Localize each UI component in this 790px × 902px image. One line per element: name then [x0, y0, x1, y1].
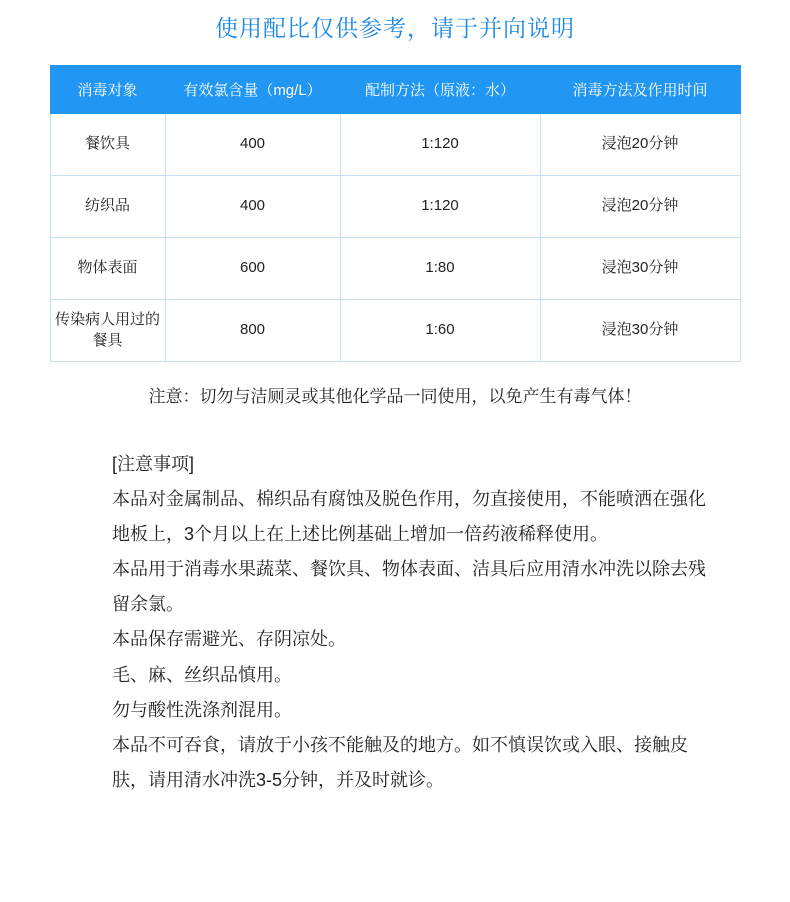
header-cell-ratio: 配制方法（原液：水）: [340, 66, 540, 114]
cell-object: 物体表面: [50, 238, 165, 300]
table-header-row: [50, 66, 740, 114]
cell-chlorine: 400: [165, 176, 340, 238]
cell-object: 传染病人用过的餐具: [50, 300, 165, 362]
cell-chlorine: 600: [165, 238, 340, 300]
header-cell-object: 消毒对象: [50, 66, 165, 114]
cell-chlorine: 400: [165, 114, 340, 176]
cell-method: 浸泡30分钟: [540, 300, 740, 362]
table-row: [50, 114, 740, 176]
cell-method: 浸泡20分钟: [540, 114, 740, 176]
notes-paragraph: 勿与酸性洗涤剂混用。: [112, 699, 292, 720]
notes-paragraph: 毛、麻、丝织品慎用。: [112, 664, 292, 685]
header-cell-chlorine: 有效氯含量（mg/L）: [165, 66, 340, 114]
dilution-ratio-table: [50, 65, 741, 362]
cell-chlorine: 800: [165, 300, 340, 362]
cell-ratio: 1:120: [340, 114, 540, 176]
cell-method: 浸泡20分钟: [540, 176, 740, 238]
cell-method: 浸泡30分钟: [540, 238, 740, 300]
cell-ratio: 1:120: [340, 176, 540, 238]
cell-ratio: 1:80: [340, 238, 540, 300]
warning-text: 注意：切勿与洁厕灵或其他化学品一同使用，以免产生有毒气体！: [148, 387, 642, 406]
page-title: 使用配比仅供参考，请于并向说明: [215, 15, 575, 41]
table-row: [50, 300, 740, 362]
table-row: [50, 238, 740, 300]
cell-ratio: 1:60: [340, 300, 540, 362]
table-row: [50, 176, 740, 238]
notes-heading: [注意事项]: [112, 454, 195, 474]
notes-paragraph: 本品对金属制品、棉织品有腐蚀及脱色作用，勿直接使用，不能喷洒在强化地板上，3个月以上在上述比例基础上增加一倍药液稀释使用。: [112, 489, 706, 545]
cell-object: 纺织品: [50, 176, 165, 238]
notes-section: [112, 447, 712, 798]
notes-paragraph: 本品不可吞食，请放于小孩不能触及的地方。如不慎误饮或入眼、接触皮肤，请用清水冲洗3-5分钟，并及时就诊。: [112, 734, 688, 790]
cell-object: 餐饮具: [50, 114, 165, 176]
notes-paragraph: 本品保存需避光、存阴凉处。: [112, 629, 346, 650]
notes-paragraph: 本品用于消毒水果蔬菜、餐饮具、物体表面、洁具后应用清水冲洗以除去残留余氯。: [112, 559, 706, 615]
header-cell-method: 消毒方法及作用时间: [540, 66, 740, 114]
